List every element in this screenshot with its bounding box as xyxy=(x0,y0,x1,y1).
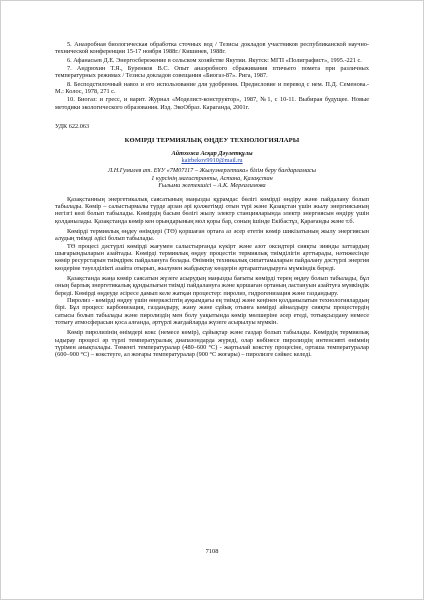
page-number: 7108 xyxy=(205,548,219,555)
article-body xyxy=(55,196,369,359)
affiliation-line: Л.Н.Гумилев ат. ЕҰУ «7М07117 – Жылуэнергетика» білім беру бағдарламасы xyxy=(107,167,317,175)
affiliation-line: 1 курсінің магистранты, Астана, Қазақстан xyxy=(151,174,273,182)
reference-item: 6. Афанасьев Д.Е. Энергосбережение в сельском хозяйстве Якутии. Якутск: МГП «Полиграфист», 1995.-221 с. xyxy=(67,56,362,64)
body-paragraph: Көмірді термиялық өңдеу өнімдері (ТӨ) қоршаған ортаға аз әсер ететін көмір шикізатының жылу энергиясын алудың тиімді әдісі болып табылады. xyxy=(55,227,369,243)
author-email-link[interactable]: kairbekov9910@mail.ru xyxy=(181,157,243,165)
affiliation-line: Ғылыми жетекшісі – А.К. Мерғалимова xyxy=(158,182,266,190)
reference-item: 8. Бесподстилочный навоз и его использование для удобрения. Предисловие и перевод с нем. П.Д. Семенова.-М.: Колос, 1978, 271 с. xyxy=(55,80,369,96)
article-title: КӨМІРДІ ТЕРМИЯЛЫҚ ӨҢДЕУ ТЕХНОЛОГИЯЛАРЫ xyxy=(124,137,300,145)
body-paragraph: Қазақстанның энергетикалық саясатының маңызды құрамдас бөлігі көмірді өндіру және пайдалану болып табылады. Көмір – салыстырмалы түрде арзан әрі қолжетімді отын түрі және Қазақстан үшін жылу энергиясының негізгі көзі болып табылады. Көмірдің басым бөлігі жылу электр станцияларында электр энергиясын өндіру үшін қолданылады. Қазақстанда көмір кен орындарының мол қоры бар, соның ішінде Екібастұз, Қарағанды және т.б. xyxy=(55,195,369,225)
body-paragraph: Көмір пиролизінің өнімдері кокс (немесе көмір), сұйықтар және газдар болып табылады. Көмірдің термиялық ыдырау процесі әр түрлі температуралық диапазондарда жүреді, олар көбінесе пиролиздің интенсивті өнімнің түрімен анықталады. Төменгі температуралар (480–600 °С) - жартылай кокстеу процесіне, орташа температуралар (600–900 °С) – кокстеуге, ал жоғары температуралар (900 °С жоғары) – пиролизге сәйкес келеді. xyxy=(55,329,369,359)
body-paragraph: ТӨ процесі дәстүрлі көмірді жағумен салыстырғанда күкірт және азот оксидтері сияқты зиянды заттардың шығарындыларын азайтады. Көмірді термиялық өңдеу процестін термиялық тиімділігін арттырады, нәтижесінде көмір ресурстарын тиімдірек пайдалануға болады. Өнімнің техникалық сипаттамаларын пайдалану дәстүрлі энергия көздеріне тәуелділікті азайта отырып, жылумен жабдықтау көздерін әртараптандыруға мүмкіндік береді. xyxy=(55,242,369,272)
body-paragraph: Қазақстанда жаңа көмір саясатын жүзеге асырудың маңызды бағыты көмірді терең өңдеу болып табылады, бұл оның барлық энергетикалық құндылығын тиімді пайдалануға және қоршаған ортаның ластануын азайтуға мүмкіндік береді. Көмірді өңдеуде әсіресе дамып келе жатқан процестер: пиролиз, гидрогенизация және газдандыру. xyxy=(55,274,369,297)
affiliation-block xyxy=(55,167,369,189)
author-name: Айтхожа Асқар Дәулетқұлы xyxy=(171,149,253,157)
body-paragraph: Пиролиз - көмірді өңдеу үшін өнеркәсіптің ауқымдағы ең тиімді және кеңінен қолданылатын технологиялардың бірі. Бұл процесс карбонизация, газдандыру, жану және сұйық отынға көмірді айналдыру сияқты процестердің сатысы болып табылады және пиролиздің мен болу уақытында көмір мөлшеріне әсер етеді, тотықсыздану немесе тотығу атмосферасын қоса алғанда, әртүрлі жағдайларда жүзеге асырылуы мүмкін. xyxy=(55,296,369,326)
udk-code: УДК 622.063 xyxy=(55,123,90,131)
reference-item: 10. Биогаз: и гресс, и варит. Журнал «Моделист-конструктор», 1987, №1, с 10-11. Выбирая будущее. Новые методики экологического образования. Изд. ЭкоОбраз. Караганда, 2001г. xyxy=(55,96,369,111)
page-content xyxy=(55,41,369,359)
reference-list xyxy=(55,41,369,111)
reference-item: 7. Андрюхин Т.Я., Буренков В.С. Опыт анаэробного сбраживания птичьего помета при различных температурных режимах / Тезисы докладов совещания «Биогаз-87». Рига, 1987. xyxy=(55,65,369,80)
reference-item: 5. Анаэробная биологическая обработка сточных вод / Тезисы докладов участников республиканской научно-технической конференции 15-17 ноября 1988г./ Кишинев, 1988г. xyxy=(55,41,369,56)
